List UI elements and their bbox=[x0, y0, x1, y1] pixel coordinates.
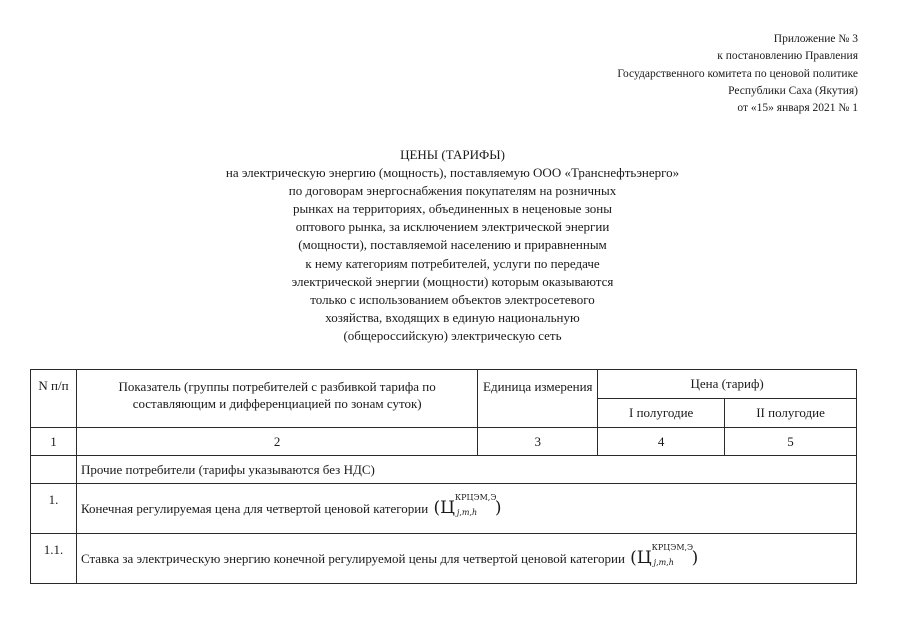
section-num-cell bbox=[31, 456, 77, 484]
section-label: Прочие потребители (тарифы указываются без НДС) bbox=[76, 456, 856, 484]
header-price: Цена (тариф) bbox=[598, 370, 857, 399]
title-line: оптового рынка, за исключением электрической энергии bbox=[295, 219, 610, 235]
header-indicator: Показатель (группы потребителей с разбивкой тарифа по составляющим и дифференциацией по зонам суток) bbox=[76, 370, 477, 428]
title-line: только с использованием объектов электросетевого bbox=[310, 291, 595, 307]
column-number: 2 bbox=[76, 428, 477, 456]
row-indicator bbox=[76, 484, 856, 534]
formula-symbol: Ц bbox=[440, 497, 455, 518]
formula-subscript: j,m,h bbox=[653, 558, 674, 568]
title-line: по договорам энергоснабжения покупателям на розничных bbox=[288, 183, 617, 199]
title-line: электрической энергии (мощности) которым оказываются bbox=[291, 273, 614, 289]
section-row bbox=[31, 456, 857, 484]
title-line: (общероссийскую) электрическую сеть bbox=[343, 327, 562, 343]
column-number: 1 bbox=[31, 428, 77, 456]
formula-subscript: j,m,h bbox=[456, 508, 478, 518]
approval-stamp bbox=[617, 31, 858, 117]
header-unit: Единица измерения bbox=[478, 370, 598, 428]
table-row bbox=[31, 534, 857, 584]
formula-symbol: Ц bbox=[636, 547, 652, 568]
title-line: (мощности), поставляемой населению и приравненным bbox=[298, 237, 607, 253]
document-title bbox=[0, 146, 905, 345]
price-formula: (Ц КРЦЭМ,Э j,m,h ) bbox=[433, 493, 502, 518]
title-line: к нему категориям потребителей, услуги по передаче bbox=[305, 255, 600, 271]
header-half-2: II полугодие bbox=[725, 399, 857, 428]
header-row bbox=[31, 370, 857, 399]
header-half-1: I полугодие bbox=[598, 399, 725, 428]
title-line: рынках на территориях, объединенных в неценовые зоны bbox=[293, 201, 612, 217]
column-number: 3 bbox=[478, 428, 598, 456]
approval-line: Приложение № 3 bbox=[773, 33, 858, 45]
column-number-row bbox=[31, 428, 857, 456]
row-text: Ставка за электрическую энергию конечной регулируемой цены для четвертой ценовой категории bbox=[80, 550, 625, 566]
approval-line: Республики Саха (Якутия) bbox=[728, 84, 858, 97]
column-number: 4 bbox=[598, 428, 725, 456]
tariff-table bbox=[30, 369, 857, 584]
title-line: ЦЕНЫ (ТАРИФЫ) bbox=[400, 147, 505, 162]
title-line: на электрическую энергию (мощность), поставляемую ООО «Транснефтьэнерго» bbox=[225, 165, 680, 181]
row-indicator bbox=[76, 534, 856, 584]
row-num: 1. bbox=[31, 484, 77, 534]
row-text: Конечная регулируемая цена для четвертой ценовой категории bbox=[80, 500, 429, 516]
formula-superscript: КРЦЭМ,Э bbox=[454, 493, 497, 503]
approval-line: Государственного комитета по ценовой политике bbox=[617, 67, 858, 80]
title-line: хозяйства, входящих в единую национальную bbox=[325, 309, 580, 325]
formula-superscript: КРЦЭМ,Э bbox=[651, 543, 694, 553]
column-number: 5 bbox=[725, 428, 857, 456]
header-num: N п/п bbox=[31, 370, 77, 428]
row-num: 1.1. bbox=[31, 534, 77, 584]
table-row bbox=[31, 484, 857, 534]
approval-line: от «15» января 2021 № 1 bbox=[737, 102, 858, 115]
approval-line: к постановлению Правления bbox=[717, 50, 858, 63]
price-formula: (Ц КРЦЭМ,Э j,m,h ) bbox=[630, 543, 699, 568]
